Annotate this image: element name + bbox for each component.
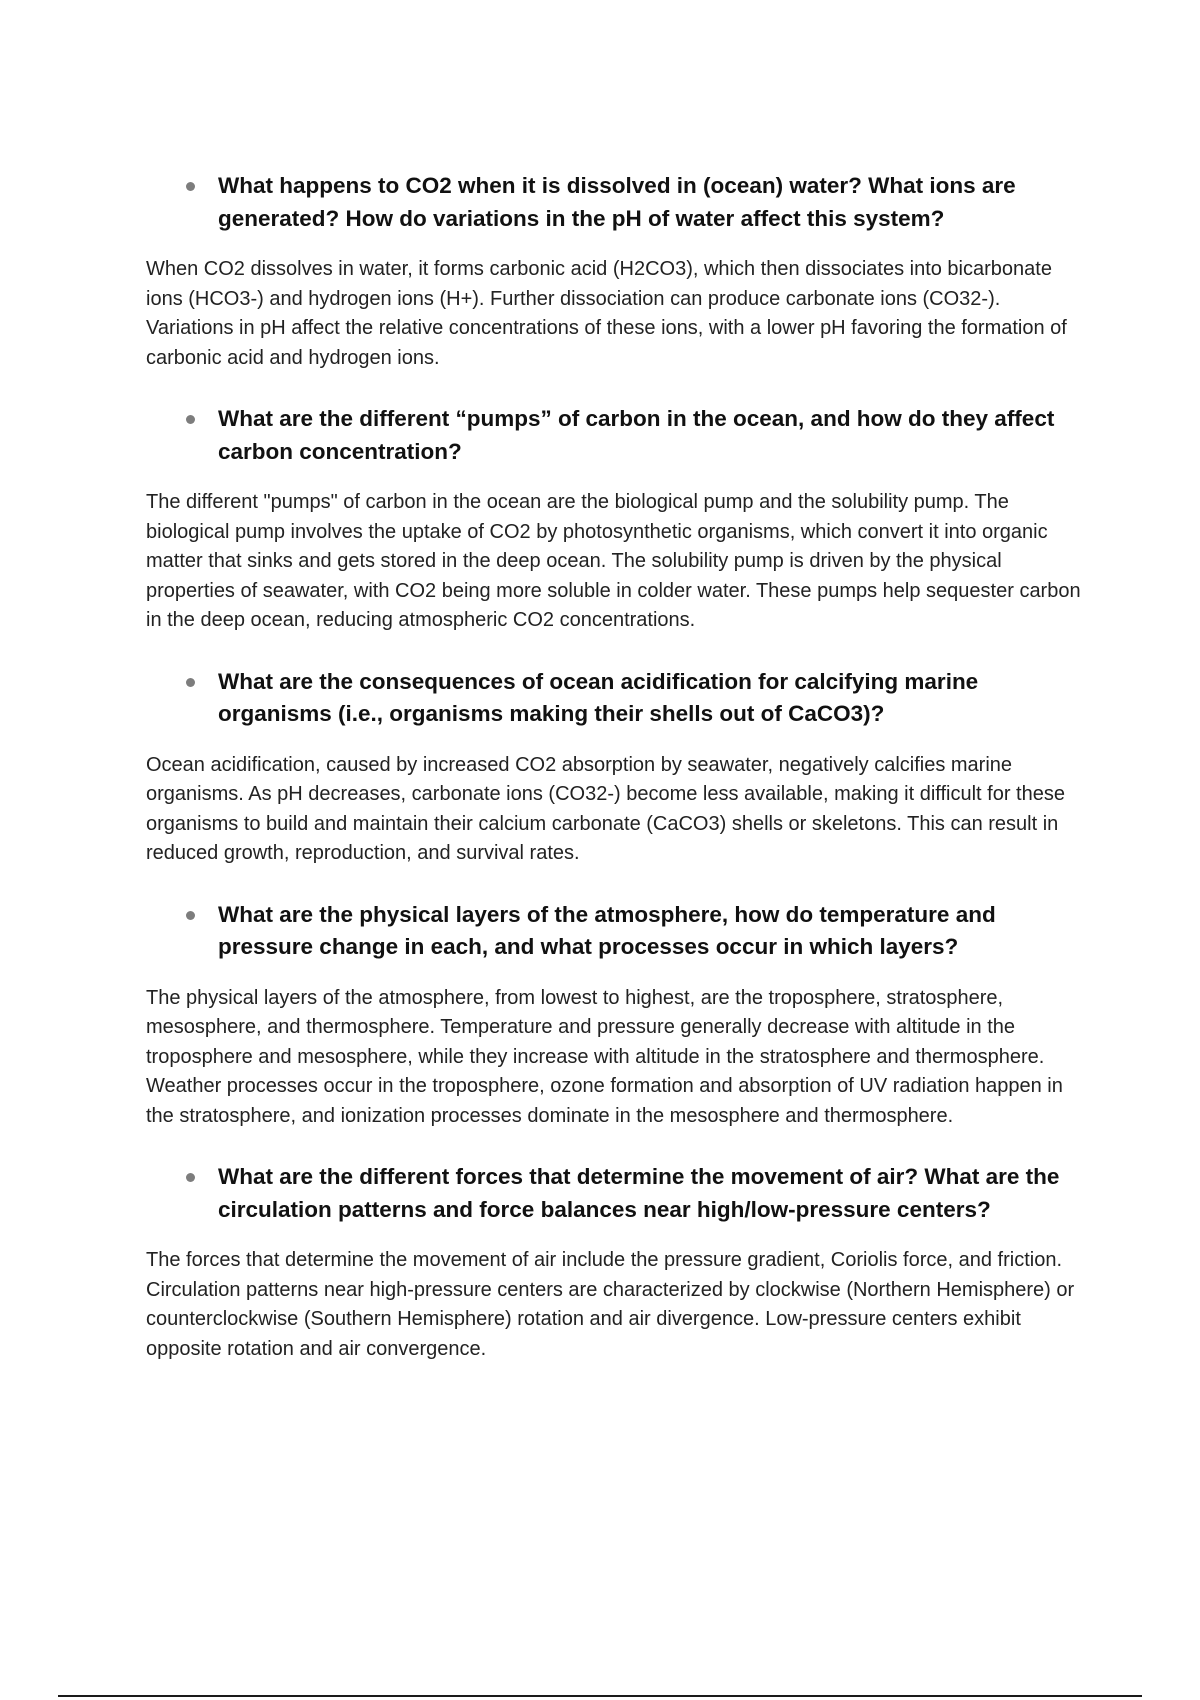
- qa-section-carbon-pumps: [146, 403, 1086, 636]
- question-heading: [146, 1161, 1086, 1226]
- answer-paragraph: The forces that determine the movement of air include the pressure gradient, Coriolis force, and friction. Circulation patterns near high-pressure centers are characterized by clockwise (Northern Hemisphere) or counterclockwise (Southern Hemisphere) rotation and air divergence. Low-pressure centers exhibit opposite rotation and air convergence.: [146, 1249, 1075, 1360]
- bullet-icon: [186, 415, 195, 424]
- bullet-icon: [186, 911, 195, 920]
- answer-paragraph: The different "pumps" of carbon in the ocean are the biological pump and the solubility pump. The biological pump involves the uptake of CO2 by photosynthetic organisms, which convert it into organic matter that sinks and gets stored in the deep ocean. The solubility pump is driven by the physical properties of seawater, with CO2 being more soluble in colder water. These pumps help sequester carbon in the deep ocean, reducing atmospheric CO2 concentrations.: [146, 491, 1081, 631]
- bullet-icon: [186, 1173, 195, 1182]
- answer-paragraph: The physical layers of the atmosphere, from lowest to highest, are the troposphere, stratosphere, mesosphere, and thermosphere. Temperature and pressure generally decrease with altitude in the troposphere and mesosphere, while they increase with altitude in the stratosphere and thermosphere. Weather processes occur in the troposphere, ozone formation and absorption of UV radiation happen in the stratosphere, and ionization processes dominate in the mesosphere and thermosphere.: [146, 986, 1063, 1127]
- bullet-icon: [186, 182, 195, 191]
- page-bottom-divider: [58, 1695, 1142, 1697]
- bullet-icon: [186, 678, 195, 687]
- question-text: What are the different forces that determine the movement of air? What are the circulation patterns and force balances near high/low-pressure centers?: [218, 1164, 1060, 1222]
- qa-section-air-movement-forces: [146, 1161, 1086, 1364]
- answer-paragraph: When CO2 dissolves in water, it forms carbonic acid (H2CO3), which then dissociates into bicarbonate ions (HCO3-) and hydrogen ions (H+). Further dissociation can produce carbonate ions (CO32-). Variations in pH affect the relative concentrations of these ions, with a lower pH favoring the formation of carbonic acid and hydrogen ions.: [146, 258, 1067, 369]
- qa-section-atmosphere-layers: [146, 899, 1086, 1132]
- question-heading: [146, 403, 1086, 468]
- qa-section-co2-dissolution: [146, 170, 1086, 373]
- question-heading: [146, 666, 1086, 731]
- question-heading: [146, 899, 1086, 964]
- qa-section-ocean-acidification: [146, 666, 1086, 869]
- question-text: What are the different “pumps” of carbon in the ocean, and how do they affect carbon concentration?: [218, 406, 1055, 464]
- question-text: What are the consequences of ocean acidification for calcifying marine organisms (i.e., organisms making their shells out of CaCO3)?: [218, 668, 979, 726]
- question-text: What happens to CO2 when it is dissolved in (ocean) water? What ions are generated? How do variations in the pH of water affect this system?: [218, 173, 1016, 231]
- document-content: [146, 170, 1086, 1394]
- answer-paragraph: Ocean acidification, caused by increased CO2 absorption by seawater, negatively calcifies marine organisms. As pH decreases, carbonate ions (CO32-) become less available, making it difficult for these organisms to build and maintain their calcium carbonate (CaCO3) shells or skeletons. This can result in reduced growth, reproduction, and survival rates.: [146, 753, 1065, 864]
- question-text: What are the physical layers of the atmosphere, how do temperature and pressure change in each, and what processes occur in which layers?: [218, 901, 996, 959]
- question-heading: [146, 170, 1086, 235]
